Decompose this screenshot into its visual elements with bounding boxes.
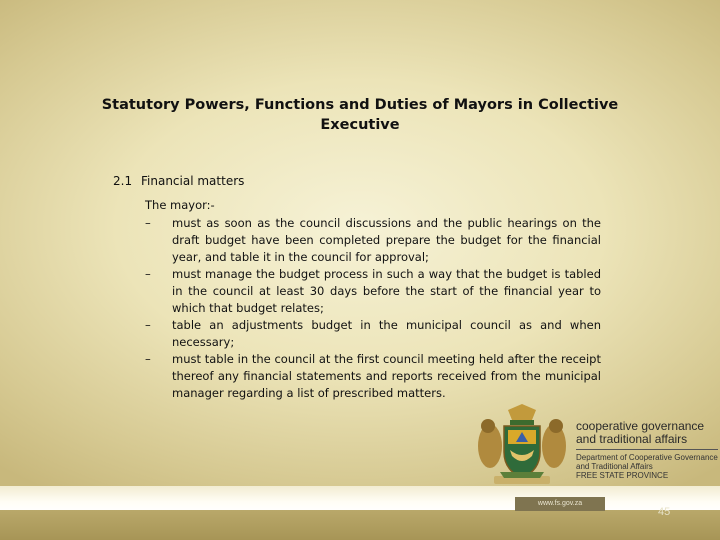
coat-of-arms-icon [474,402,570,490]
list-item [145,317,601,351]
list-item-text: table an adjustments budget in the municipal council as and when necessary; [172,318,601,349]
footer-bar [0,510,720,540]
section-title: Financial matters [141,174,245,188]
logo-line-2: and traditional affairs [576,432,688,446]
logo-sub-2: and Traditional Affairs [576,462,653,471]
list-item [145,266,601,317]
logo-sub-3: FREE STATE PROVINCE [576,471,669,480]
list-item-text: must as soon as the council discussions and the public hearings on the draft budget have been completed prepare the budget for the financial year, and table it in the council for approval; [172,216,601,264]
logo-sub-1: Department of Cooperative Governance [576,453,718,462]
list-item [145,351,601,402]
list-item-text: must table in the council at the first council meeting held after the receipt thereof any financial statements and reports received from the municipal manager regarding a list of prescribed matters. [172,352,601,400]
footer-band [0,486,720,512]
page-number: 45 [658,506,671,518]
dash-bullet: – [145,352,151,366]
intro-text: The mayor:- [145,198,215,212]
dash-bullet: – [145,216,151,230]
slide-title: Statutory Powers, Functions and Duties of Mayors in Collective Executive [101,97,619,133]
list-item [145,215,601,266]
section-heading [113,174,244,188]
logo-divider [576,449,718,450]
list-item-text: must manage the budget process in such a way that the budget is tabled in the council at least 30 days before the start of the financial year to which that budget relates; [172,267,601,315]
logo-line-1: cooperative governance [576,419,705,433]
dash-bullet: – [145,267,151,281]
department-logo [576,420,718,480]
website-link[interactable]: www.fs.gov.za [515,497,605,511]
section-number: 2.1 [113,174,133,188]
dash-bullet: – [145,318,151,332]
duties-list [145,215,601,402]
